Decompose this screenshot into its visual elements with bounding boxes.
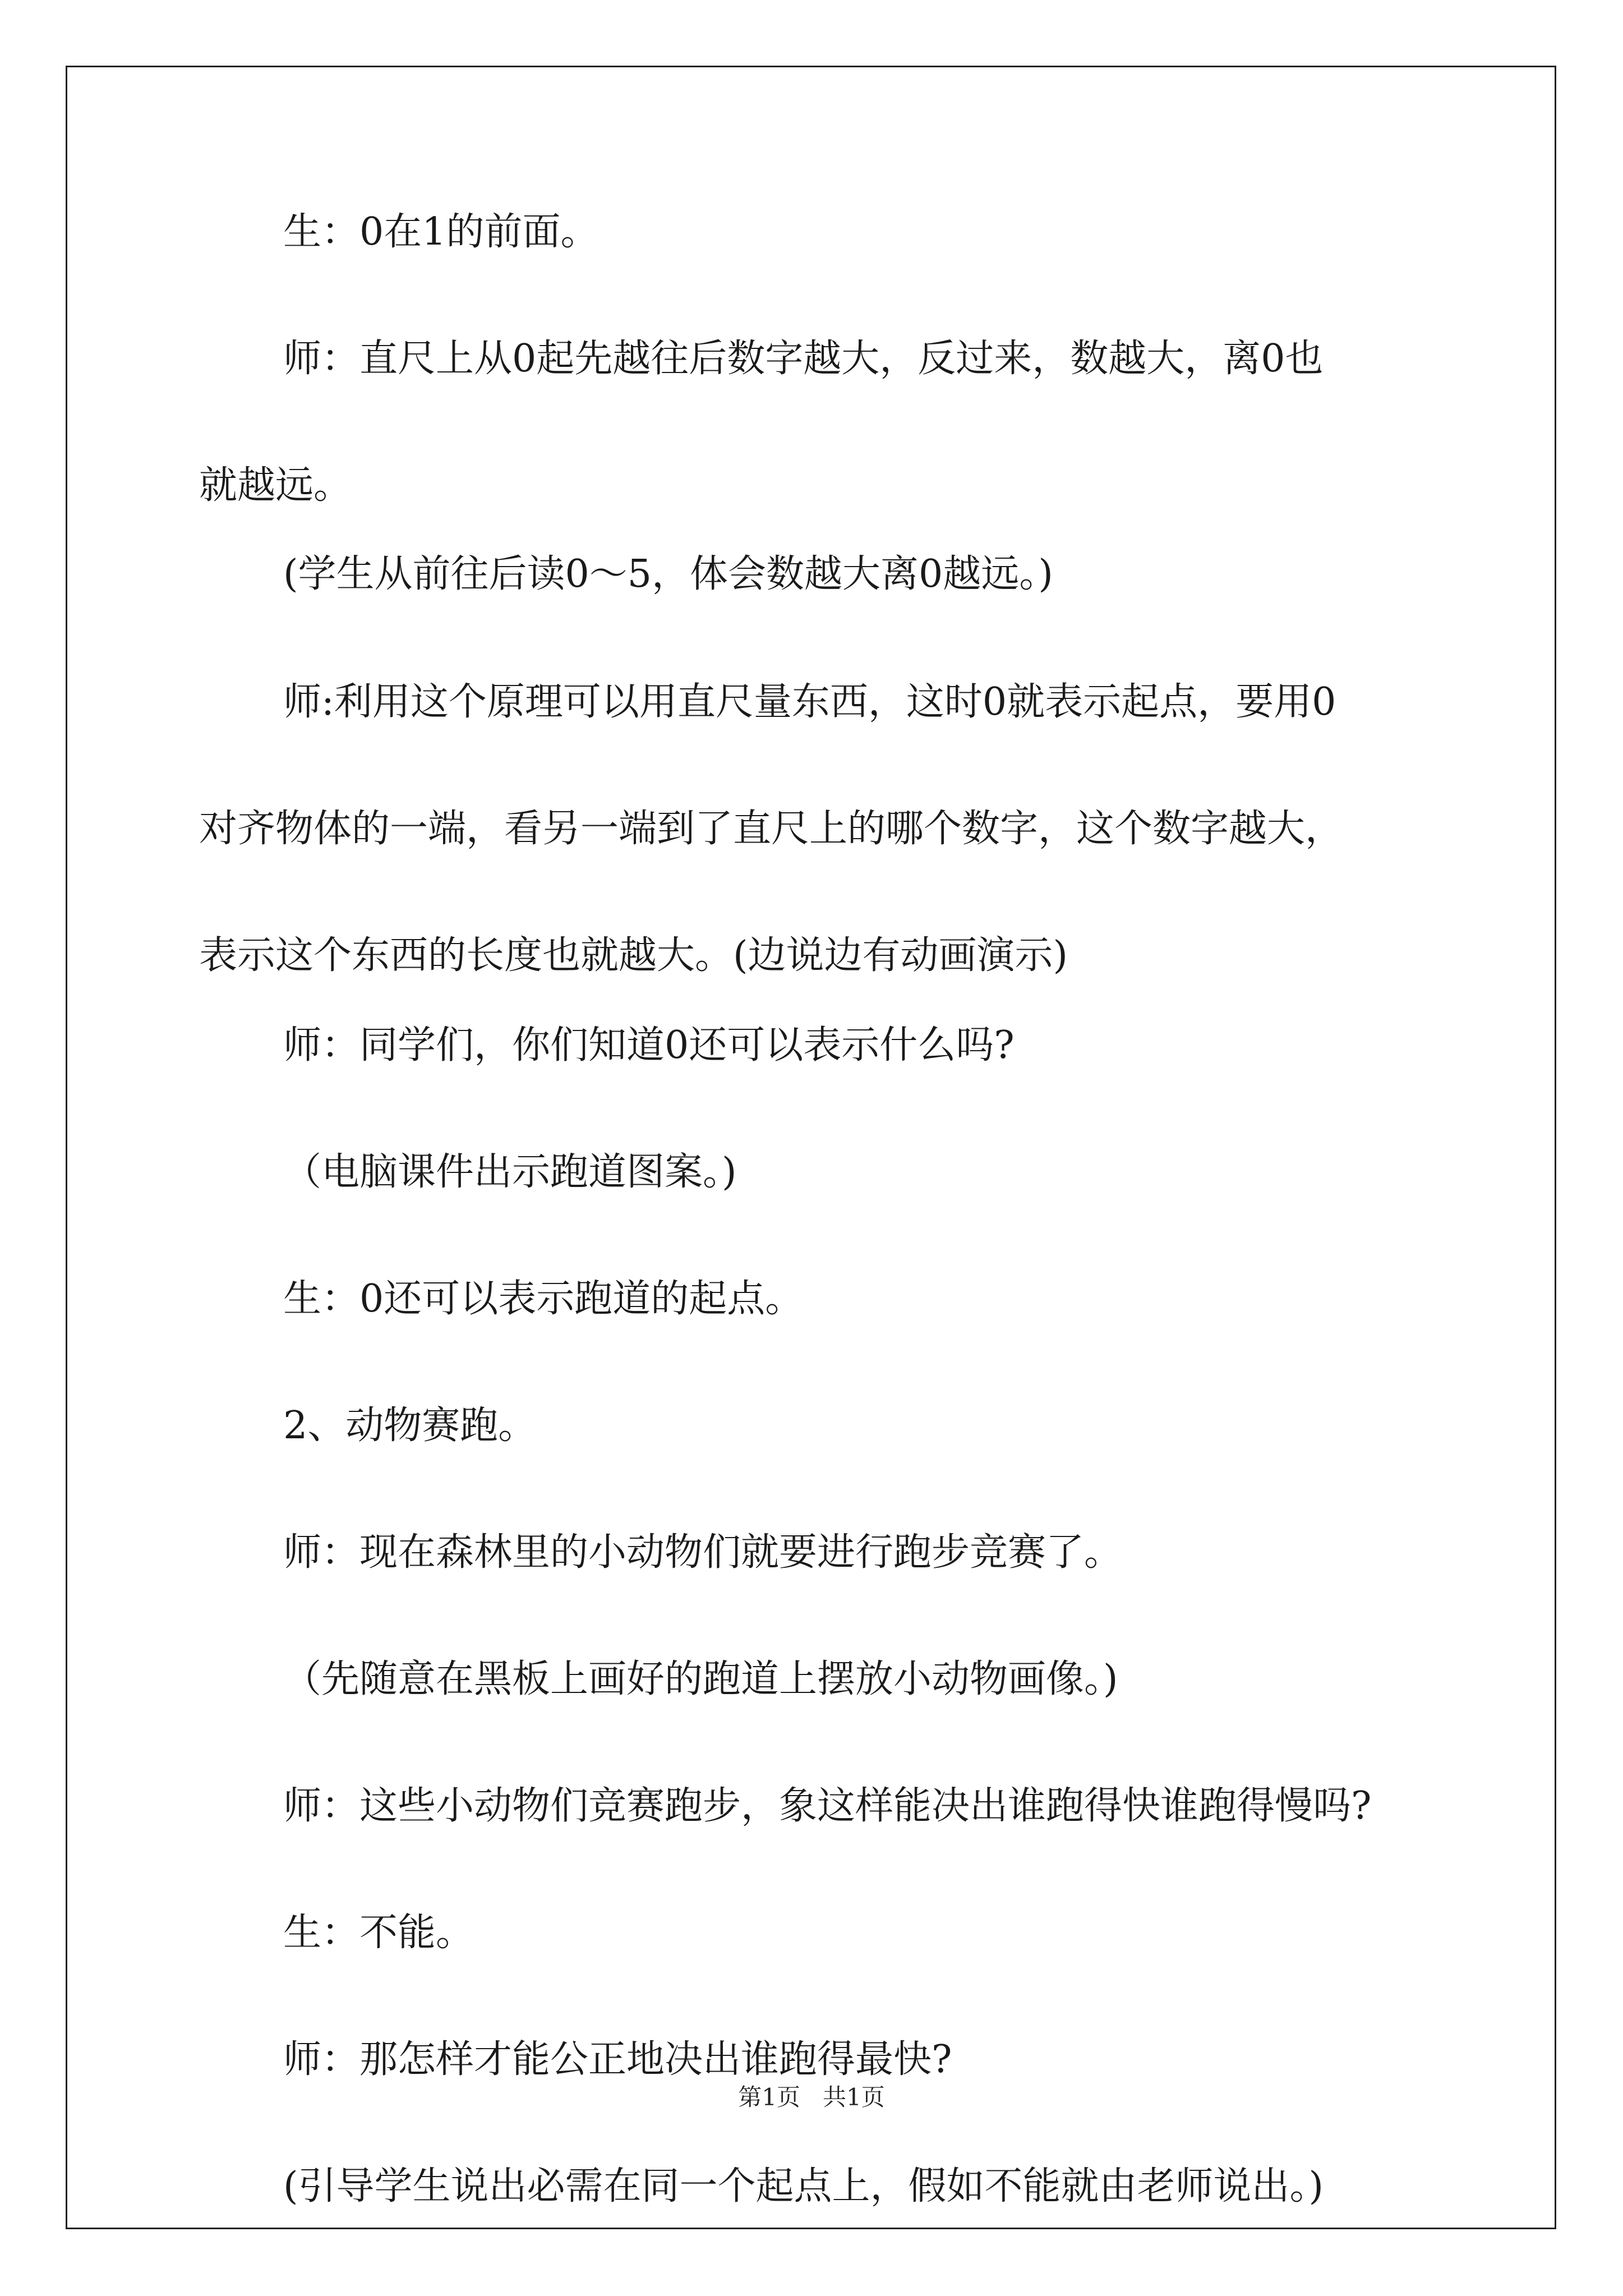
text-line: 师:利用这个原理可以用直尺量东西，这时0就表示起点，要用0: [283, 680, 1336, 724]
paragraph: [283, 2164, 1324, 2208]
paragraph: [283, 1277, 804, 1321]
text-line: 2、动物赛跑。: [283, 1404, 537, 1448]
text-line: 师：现在森林里的小动物们就要进行跑步竞赛了。: [283, 1530, 1123, 1575]
page-footer: 第1页 共1页: [738, 2083, 885, 2111]
text-line: 生：不能。: [283, 1911, 474, 1955]
text-line: (学生从前往后读0～5，体会数越大离0越远。): [283, 552, 1053, 596]
paragraph: [283, 1784, 1372, 1828]
paragraph: [283, 1911, 474, 1955]
text-line: 师：直尺上从0起先越往后数字越大，反过来，数越大，离0也: [283, 337, 1324, 381]
text-line: 师：同学们，你们知道0还可以表示什么吗?: [283, 1023, 1015, 1068]
text-line: (引导学生说出必需在同一个起点上，假如不能就由老师说出。): [283, 2164, 1324, 2208]
paragraph: [199, 337, 1324, 508]
text-line: 对齐物体的一端，看另一端到了直尺上的哪个数字，这个数字越大，: [199, 807, 1344, 851]
paragraph: [283, 1404, 537, 1448]
text-line: 生：0还可以表示跑道的起点。: [283, 1277, 804, 1321]
text-line: （先随意在黑板上画好的跑道上摆放小动物画像。): [283, 1657, 1118, 1701]
text-line: 师：这些小动物们竞赛跑步，象这样能决出谁跑得快谁跑得慢吗?: [283, 1784, 1372, 1828]
paragraph: [283, 552, 1053, 596]
paragraph: [199, 210, 599, 254]
paragraph: [283, 2037, 952, 2082]
text-line: 表示这个东西的长度也就越大。(边说边有动画演示): [199, 933, 1068, 978]
paragraph: [199, 680, 1344, 978]
paragraph: [283, 1023, 1015, 1068]
text-line: 师：那怎样才能公正地决出谁跑得最快?: [283, 2037, 952, 2082]
text-line: 就越远。: [199, 463, 352, 508]
paragraph: [283, 1150, 737, 1194]
text-line: 生：0在1的前面。: [283, 210, 599, 254]
text-line: （电脑课件出示跑道图案。): [283, 1150, 737, 1194]
paragraph: [283, 1657, 1118, 1701]
paragraph: [283, 1530, 1123, 1575]
